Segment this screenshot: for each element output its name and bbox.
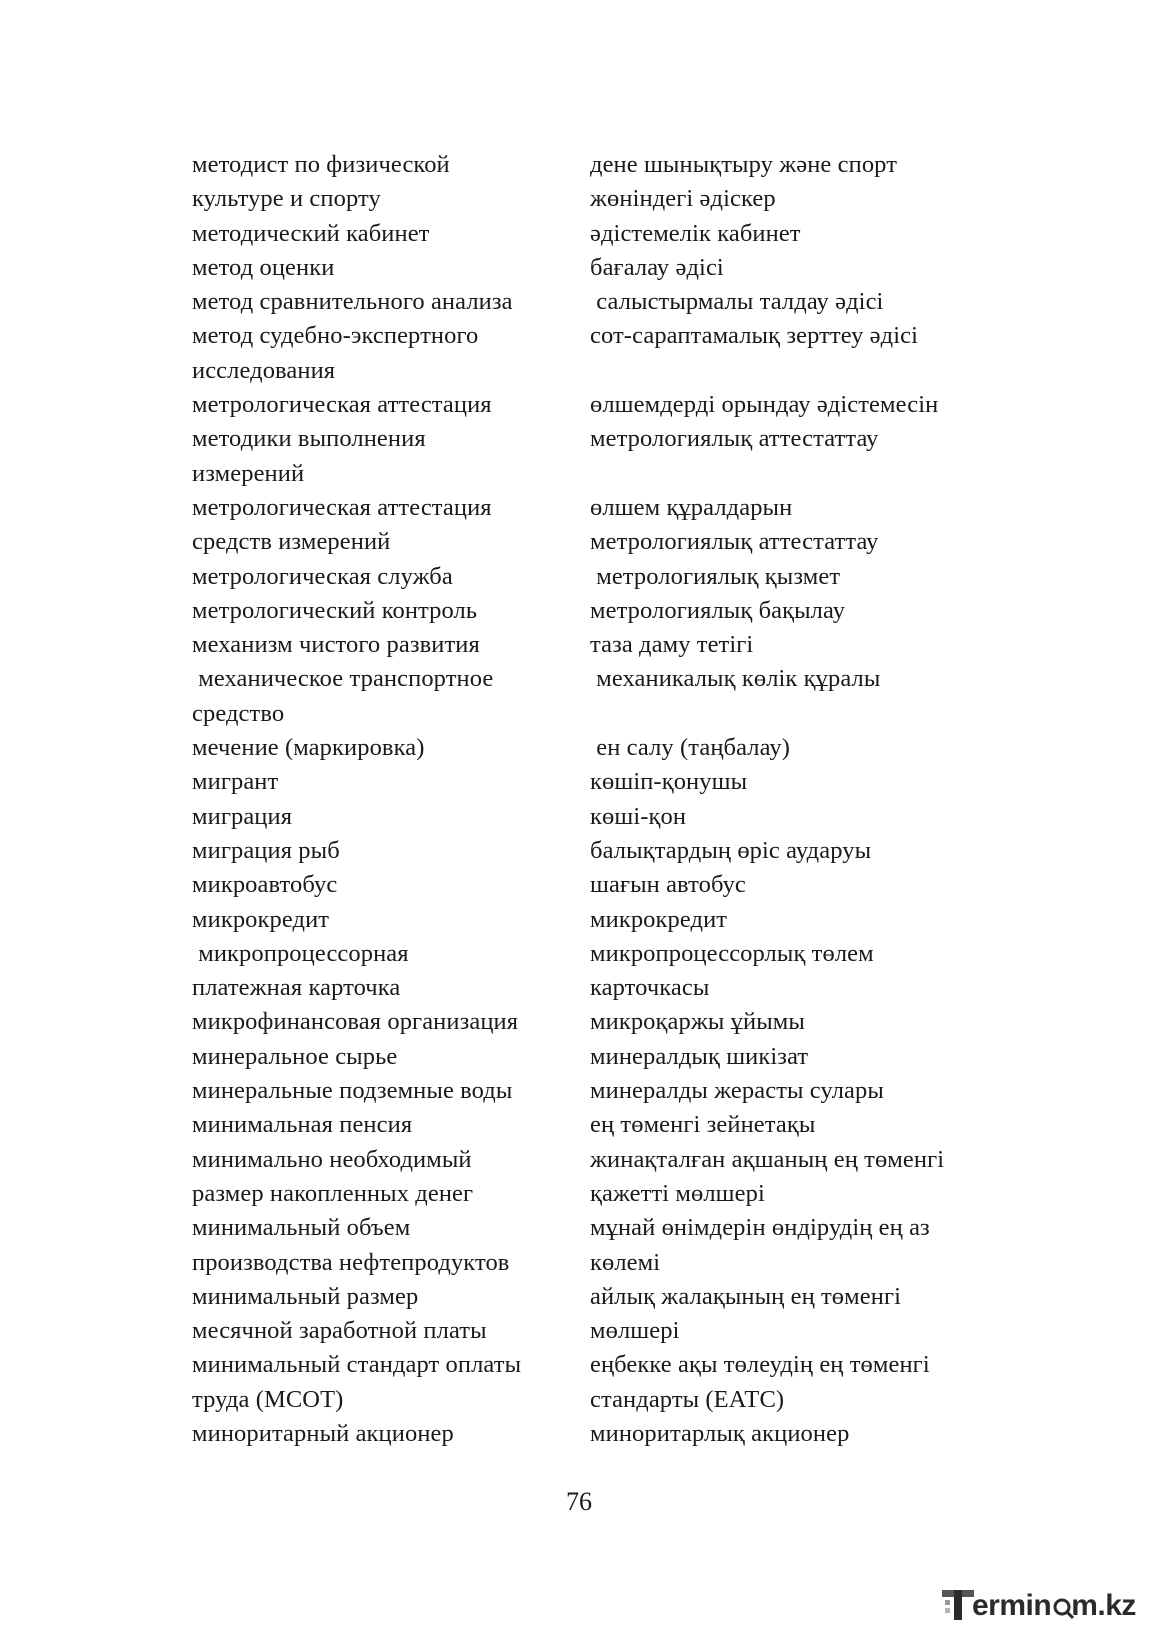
glossary-row <box>192 182 1012 216</box>
glossary-row <box>192 525 1012 559</box>
glossary-row <box>192 765 1012 799</box>
term-kazakh: сот-сараптамалық зерттеу әдісі <box>590 322 919 350</box>
term-kazakh: микрокредит <box>590 905 728 933</box>
glossary-row <box>192 971 1012 1005</box>
glossary-row <box>192 491 1012 525</box>
term-russian: минимальный объем <box>192 1214 411 1242</box>
term-kazakh: көлемі <box>590 1248 661 1276</box>
glossary-row <box>192 1314 1012 1348</box>
term-russian: средств измерений <box>192 528 391 556</box>
term-russian: метрологический контроль <box>192 596 478 624</box>
glossary-row <box>192 731 1012 765</box>
term-russian: средство <box>192 699 285 727</box>
term-russian: платежная карточка <box>192 974 401 1002</box>
term-kazakh: механикалық көлік құралы <box>590 665 881 693</box>
glossary-row <box>192 834 1012 868</box>
term-russian: методический кабинет <box>192 219 430 247</box>
term-russian: исследования <box>192 356 336 384</box>
term-kazakh: еңбекке ақы төлеудің ең төменгі <box>590 1351 930 1379</box>
term-russian: микрофинансовая организация <box>192 1008 519 1036</box>
glossary-row <box>192 800 1012 834</box>
glossary-row <box>192 1074 1012 1108</box>
term-russian: культуре и спорту <box>192 185 381 213</box>
term-russian: метрологическая служба <box>192 562 453 590</box>
glossary-row <box>192 422 1012 456</box>
term-kazakh: минералды жерасты сулары <box>590 1077 884 1105</box>
glossary-row <box>192 217 1012 251</box>
term-russian: миграция рыб <box>192 836 340 864</box>
glossary-row <box>192 251 1012 285</box>
glossary-row <box>192 1417 1012 1451</box>
term-kazakh: микроқаржы ұйымы <box>590 1008 805 1036</box>
term-kazakh: метрологиялық аттестаттау <box>590 425 879 453</box>
term-kazakh: метрологиялық аттестаттау <box>590 528 879 556</box>
glossary-row <box>192 662 1012 696</box>
term-russian: метод судебно-экспертного <box>192 322 479 350</box>
term-russian: минимальный размер <box>192 1282 419 1310</box>
term-russian: метрологическая аттестация <box>192 391 492 419</box>
termincom-watermark <box>942 1584 1136 1628</box>
term-russian: мигрант <box>192 768 279 796</box>
glossary-row <box>192 903 1012 937</box>
term-russian: измерений <box>192 459 305 487</box>
term-kazakh: жинақталған ақшаның ең төменгі <box>590 1145 945 1173</box>
glossary-row <box>192 1040 1012 1074</box>
glossary-row <box>192 1143 1012 1177</box>
term-kazakh: қажетті мөлшері <box>590 1179 765 1207</box>
term-russian: механизм чистого развития <box>192 631 480 659</box>
term-russian: размер накопленных денег <box>192 1179 474 1207</box>
term-kazakh: ен салу (таңбалау) <box>590 734 790 762</box>
term-kazakh: шағын автобус <box>590 871 746 899</box>
term-russian: микрокредит <box>192 905 330 933</box>
term-kazakh: миноритарлық акционер <box>590 1419 850 1447</box>
glossary-row <box>192 868 1012 902</box>
term-russian: труда (МСОТ) <box>192 1385 344 1413</box>
term-russian: методики выполнения <box>192 425 426 453</box>
glossary-row <box>192 628 1012 662</box>
glossary-list <box>192 148 1012 1451</box>
term-kazakh: өлшемдерді орындау әдістемесін <box>590 391 939 419</box>
term-kazakh <box>590 697 1012 731</box>
term-kazakh: минералдық шикізат <box>590 1042 809 1070</box>
term-kazakh: метрологиялық қызмет <box>590 562 841 590</box>
glossary-row <box>192 697 1012 731</box>
term-kazakh: әдістемелік кабинет <box>590 219 801 247</box>
term-russian: миноритарный акционер <box>192 1419 454 1447</box>
glossary-row <box>192 1177 1012 1211</box>
glossary-row <box>192 285 1012 319</box>
term-kazakh: микропроцессорлық төлем <box>590 939 874 967</box>
glossary-row <box>192 1280 1012 1314</box>
term-kazakh: мұнай өнімдерін өндірудің ең аз <box>590 1214 930 1242</box>
glossary-row <box>192 1211 1012 1245</box>
term-kazakh: өлшем құралдарын <box>590 493 793 521</box>
glossary-row <box>192 1348 1012 1382</box>
term-russian: микроавтобус <box>192 871 338 899</box>
term-russian: микропроцессорная <box>192 939 409 967</box>
glossary-row <box>192 560 1012 594</box>
term-kazakh: таза даму тетігі <box>590 631 754 659</box>
watermark-text-start: ermin <box>972 1589 1052 1622</box>
glossary-row <box>192 319 1012 353</box>
term-kazakh: балықтардың өріс аударуы <box>590 836 872 864</box>
term-russian: производства нефтепродуктов <box>192 1248 510 1276</box>
term-kazakh: стандарты (ЕАТС) <box>590 1385 785 1413</box>
term-russian: минеральное сырье <box>192 1042 398 1070</box>
watermark-text-end: m.kz <box>1071 1589 1136 1622</box>
glossary-row <box>192 457 1012 491</box>
term-russian: метод сравнительного анализа <box>192 288 513 316</box>
term-russian: механическое транспортное <box>192 665 494 693</box>
term-kazakh: көшіп-қонушы <box>590 768 748 796</box>
term-kazakh <box>590 457 1012 491</box>
term-russian: миграция <box>192 802 293 830</box>
term-kazakh: айлық жалақының ең төменгі <box>590 1282 902 1310</box>
term-kazakh: салыстырмалы талдау әдісі <box>590 288 884 316</box>
term-kazakh: ең төменгі зейнетақы <box>590 1111 816 1139</box>
term-russian: месячной заработной платы <box>192 1317 487 1345</box>
term-kazakh: жөніндегі әдіскер <box>590 185 776 213</box>
glossary-row <box>192 1005 1012 1039</box>
term-kazakh: мөлшері <box>590 1317 680 1345</box>
term-kazakh: метрологиялық бақылау <box>590 596 846 624</box>
glossary-row <box>192 388 1012 422</box>
glossary-row <box>192 1108 1012 1142</box>
glossary-row <box>192 937 1012 971</box>
termincom-logo-icon <box>942 1586 976 1626</box>
term-kazakh <box>590 354 1012 388</box>
term-russian: минимально необходимый <box>192 1145 472 1173</box>
glossary-row <box>192 354 1012 388</box>
term-russian: метрологическая аттестация <box>192 493 492 521</box>
term-kazakh: көші-қон <box>590 802 687 830</box>
term-russian: минимальный стандарт оплаты <box>192 1351 522 1379</box>
term-russian: мечение (маркировка) <box>192 734 425 762</box>
glossary-row <box>192 1246 1012 1280</box>
term-russian: минимальная пенсия <box>192 1111 413 1139</box>
term-kazakh: карточкасы <box>590 974 710 1002</box>
term-kazakh: дене шынықтыру және спорт <box>590 151 898 178</box>
term-russian: минеральные подземные воды <box>192 1077 513 1105</box>
glossary-row <box>192 1383 1012 1417</box>
term-russian: метод оценки <box>192 253 335 281</box>
glossary-row <box>192 594 1012 628</box>
page-number: 76 <box>566 1487 592 1516</box>
term-kazakh: бағалау әдісі <box>590 253 724 281</box>
term-russian: методист по физической <box>192 151 450 178</box>
glossary-row <box>192 148 1012 182</box>
